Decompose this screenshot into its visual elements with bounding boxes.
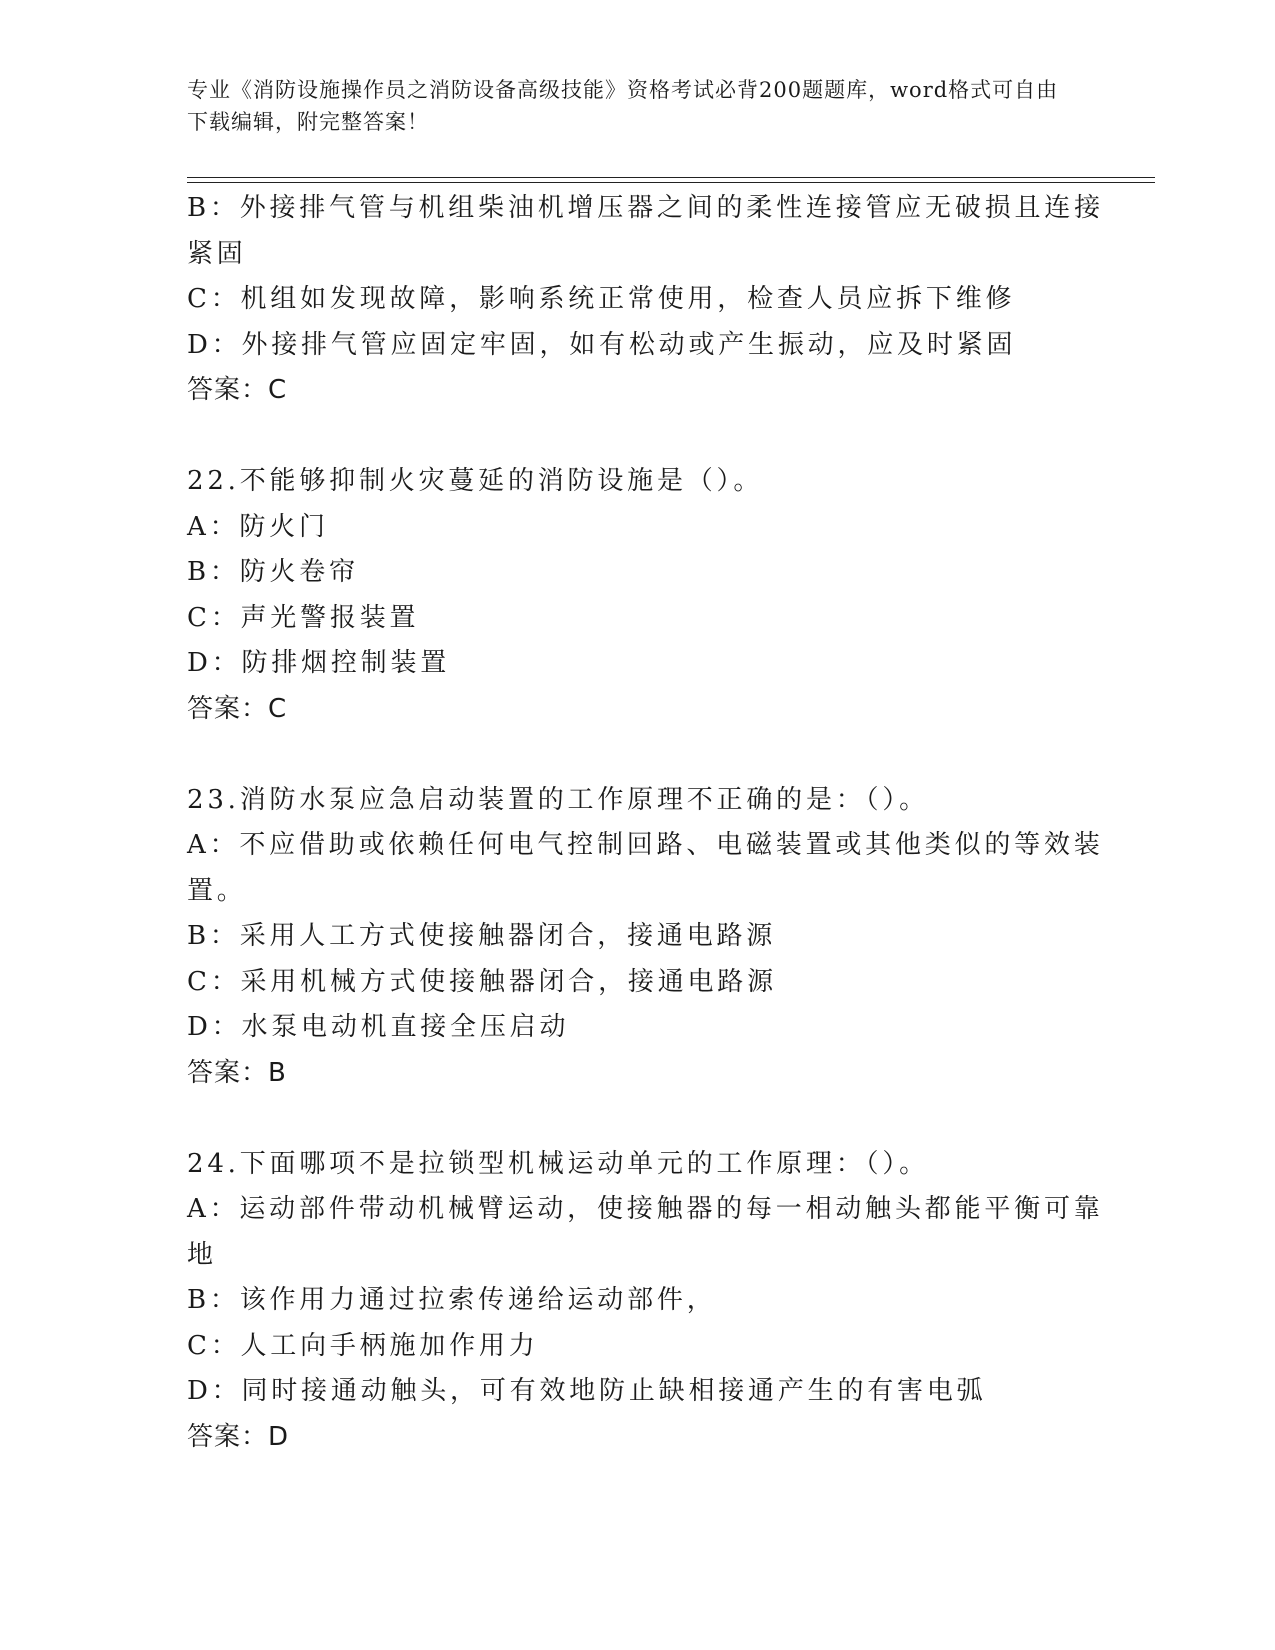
answer: 答案：D <box>187 1421 290 1452</box>
question-content <box>187 186 1104 1460</box>
option-c: C：采用机械方式使接触器闭合，接通电路源 <box>187 966 777 997</box>
option-b: B：防火卷帘 <box>187 557 359 587</box>
option-d: D：同时接通动触头，可有效地防止缺相接通产生的有害电弧 <box>187 1376 987 1406</box>
option-d: D：外接排气管应固定牢固，如有松动或产生振动，应及时紧固 <box>187 329 1017 360</box>
option-d: D：防排烟控制装置 <box>187 648 451 678</box>
option-a-line-1: A：运动部件带动机械臂运动，使接触器的每一相动触头都能平衡可靠 <box>187 1194 1104 1224</box>
question-23 <box>187 778 1104 1097</box>
question-21-tail <box>187 186 1104 414</box>
answer: 答案：C <box>187 693 288 724</box>
header-divider-bottom <box>187 182 1155 183</box>
option-b-line-1: B：外接排气管与机组柴油机增压器之间的柔性连接管应无破损且连接 <box>187 193 1104 223</box>
option-b: B：该作用力通过拉索传递给运动部件， <box>187 1285 717 1315</box>
question-text: 23.消防水泵应急启动装置的工作原理不正确的是：（）。 <box>187 784 929 815</box>
answer: 答案：B <box>187 1057 287 1088</box>
spacer <box>187 414 1087 460</box>
option-d: D：水泵电动机直接全压启动 <box>187 1012 570 1042</box>
option-a-line-1: A：不应借助或依赖任何电气控制回路、电磁装置或其他类似的等效装 <box>187 830 1104 860</box>
question-text: 24.下面哪项不是拉锁型机械运动单元的工作原理：（）。 <box>187 1148 929 1179</box>
header-divider-top <box>187 177 1155 178</box>
option-c: C：人工向手柄施加作用力 <box>187 1330 539 1361</box>
option-a: A：防火门 <box>187 511 329 542</box>
question-22 <box>187 459 1087 732</box>
answer: 答案：C <box>187 375 288 405</box>
document-intro: 专业《消防设施操作员之消防设备高级技能》资格考试必背200题题库，word格式可自由下载编辑，附完整答案！ <box>187 78 1059 134</box>
option-c: C：机组如发现故障，影响系统正常使用，检查人员应拆下维修 <box>187 284 1016 314</box>
spacer <box>187 1096 1087 1142</box>
option-a-line-2: 地 <box>187 1239 217 1270</box>
option-b-line-2: 紧固 <box>187 238 247 269</box>
option-b: B：采用人工方式使接触器闭合，接通电路源 <box>187 921 777 951</box>
spacer <box>187 732 1087 778</box>
question-24 <box>187 1142 1104 1461</box>
option-c: C：声光警报装置 <box>187 602 420 633</box>
option-a-line-2: 置。 <box>187 875 247 906</box>
question-text: 22.不能够抑制火灾蔓延的消防设施是（）。 <box>187 466 764 496</box>
